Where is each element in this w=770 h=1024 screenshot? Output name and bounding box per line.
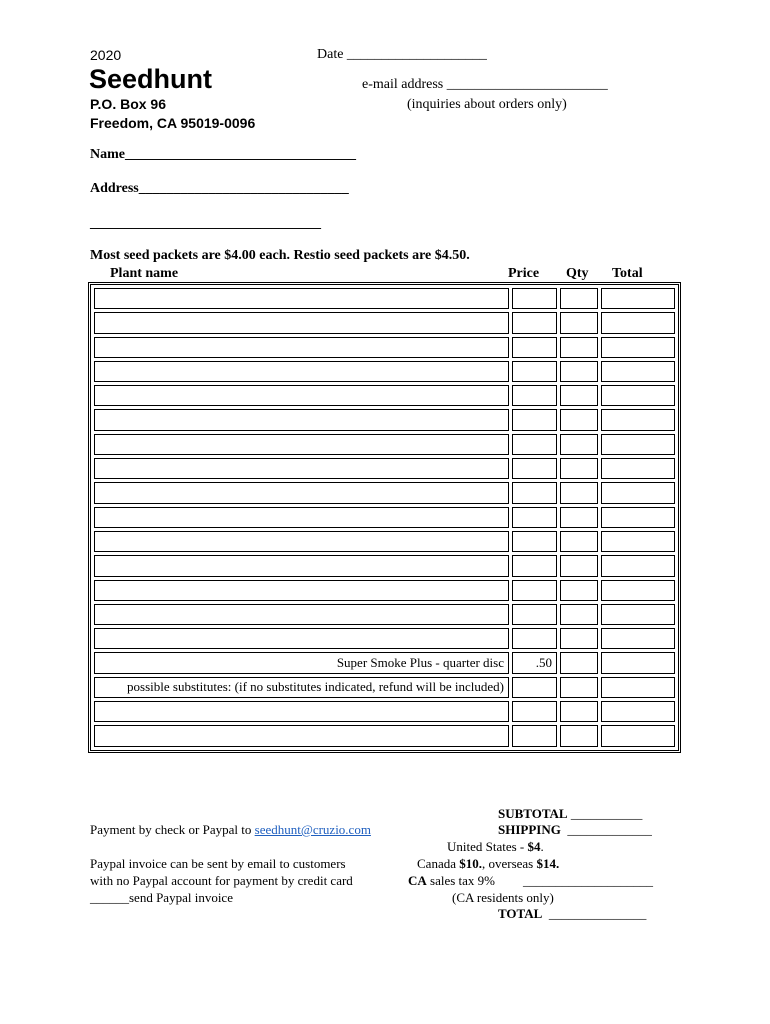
total-cell[interactable] <box>601 677 675 698</box>
price-cell[interactable] <box>512 288 557 309</box>
total-cell[interactable] <box>601 337 675 358</box>
qty-cell[interactable] <box>560 434 598 455</box>
total-cell[interactable] <box>601 409 675 430</box>
qty-cell[interactable] <box>560 458 598 479</box>
qty-cell[interactable] <box>560 385 598 406</box>
email-link[interactable]: seedhunt@cruzio.com <box>254 822 371 837</box>
price-cell[interactable] <box>512 337 557 358</box>
total-cell[interactable] <box>601 361 675 382</box>
price-cell[interactable] <box>512 604 557 625</box>
total-cell[interactable] <box>601 725 675 746</box>
plant-name-cell[interactable] <box>94 337 509 358</box>
order-row <box>94 652 675 673</box>
price-cell[interactable] <box>512 312 557 333</box>
price-cell[interactable] <box>512 725 557 746</box>
price-cell[interactable] <box>512 385 557 406</box>
plant-name-cell[interactable] <box>94 458 509 479</box>
intl-shipping <box>417 856 559 872</box>
shipping-label: SHIPPING <box>498 822 561 837</box>
qty-cell[interactable] <box>560 628 598 649</box>
order-row <box>94 361 675 382</box>
shipping-field[interactable]: _____________ <box>567 822 652 837</box>
plant-name-cell[interactable] <box>94 628 509 649</box>
order-row <box>94 580 675 601</box>
price-cell[interactable] <box>512 361 557 382</box>
total-cell[interactable] <box>601 531 675 552</box>
qty-cell[interactable] <box>560 288 598 309</box>
ca-tax-label: sales tax 9% <box>426 873 496 888</box>
plant-name-cell[interactable] <box>94 361 509 382</box>
total-cell[interactable] <box>601 385 675 406</box>
order-row <box>94 482 675 503</box>
order-row <box>94 507 675 528</box>
qty-cell[interactable] <box>560 580 598 601</box>
total-cell[interactable] <box>601 701 675 722</box>
name-field[interactable]: Name_________________________________ <box>90 147 356 162</box>
city-line: Freedom, CA 95019-0096 <box>90 115 256 131</box>
order-row <box>94 409 675 430</box>
shipping-row <box>498 822 652 838</box>
email-note: (inquiries about orders only) <box>407 97 567 112</box>
plant-name-cell[interactable] <box>94 580 509 601</box>
ca-tax-field[interactable]: ____________________ <box>523 873 653 888</box>
year: 2020 <box>90 47 122 63</box>
total-cell[interactable] <box>601 458 675 479</box>
price-cell[interactable]: .50 <box>512 652 557 673</box>
price-cell[interactable] <box>512 580 557 601</box>
order-row <box>94 312 675 333</box>
plant-name-cell[interactable] <box>94 555 509 576</box>
plant-name-cell[interactable] <box>94 604 509 625</box>
qty-cell[interactable] <box>560 604 598 625</box>
us-shipping-end: . <box>540 839 544 854</box>
order-row <box>94 531 675 552</box>
plant-name-cell[interactable] <box>94 385 509 406</box>
qty-cell[interactable] <box>560 652 598 673</box>
plant-name-cell[interactable] <box>94 701 509 722</box>
total-cell[interactable] <box>601 434 675 455</box>
order-row <box>94 701 675 722</box>
ca-label: CA <box>408 873 427 888</box>
us-shipping <box>447 839 544 855</box>
column-header-plant: Plant name <box>110 266 179 281</box>
price-cell[interactable] <box>512 628 557 649</box>
price-cell[interactable] <box>512 507 557 528</box>
order-row <box>94 385 675 406</box>
plant-name-cell[interactable] <box>94 288 509 309</box>
us-shipping-amount: $4 <box>527 839 541 854</box>
price-cell[interactable] <box>512 701 557 722</box>
plant-name-cell[interactable]: Super Smoke Plus - quarter disc <box>94 652 509 673</box>
order-row <box>94 604 675 625</box>
address-field-line2[interactable]: _________________________________ <box>90 216 321 231</box>
total-cell[interactable] <box>601 580 675 601</box>
price-cell[interactable] <box>512 677 557 698</box>
order-row <box>94 337 675 358</box>
qty-cell[interactable] <box>560 701 598 722</box>
total-field[interactable]: _______________ <box>548 906 647 921</box>
send-invoice-checkbox[interactable]: ______send Paypal invoice <box>90 890 233 905</box>
invoice-line-2: with no Paypal account for payment by credit card <box>90 873 353 888</box>
order-row <box>94 434 675 455</box>
qty-cell[interactable] <box>560 482 598 503</box>
price-cell[interactable] <box>512 458 557 479</box>
price-cell[interactable] <box>512 531 557 552</box>
invoice-line-1: Paypal invoice can be sent by email to customers <box>90 856 346 871</box>
plant-name-cell[interactable] <box>94 482 509 503</box>
payment-text: Payment by check or Paypal to <box>90 822 255 837</box>
qty-cell[interactable] <box>560 361 598 382</box>
canada-amount: $10. <box>459 856 482 871</box>
price-cell[interactable] <box>512 482 557 503</box>
total-row <box>498 906 646 922</box>
total-cell[interactable] <box>601 507 675 528</box>
order-row <box>94 677 675 698</box>
total-cell[interactable] <box>601 482 675 503</box>
total-cell[interactable] <box>601 652 675 673</box>
payment-line <box>90 822 371 838</box>
total-cell[interactable] <box>601 555 675 576</box>
column-header-qty: Qty <box>566 266 589 281</box>
qty-cell[interactable] <box>560 725 598 746</box>
order-row <box>94 458 675 479</box>
order-row <box>94 725 675 746</box>
qty-cell[interactable] <box>560 507 598 528</box>
column-header-total: Total <box>612 266 643 281</box>
order-table-body <box>94 288 675 747</box>
order-row <box>94 555 675 576</box>
qty-cell[interactable] <box>560 677 598 698</box>
plant-name-cell[interactable] <box>94 409 509 430</box>
column-header-price: Price <box>508 266 540 281</box>
total-cell[interactable] <box>601 604 675 625</box>
email-field[interactable]: e-mail address _______________________ <box>362 77 608 92</box>
po-box: P.O. Box 96 <box>90 96 167 112</box>
company-name: Seedhunt <box>89 64 213 94</box>
plant-name-cell[interactable] <box>94 507 509 528</box>
ca-residents-note: (CA residents only) <box>452 890 554 905</box>
date-field[interactable]: Date ____________________ <box>317 47 487 62</box>
plant-name-cell[interactable]: possible substitutes: (if no substitutes indicated, refund will be included) <box>94 677 509 698</box>
overseas-label: , overseas <box>481 856 537 871</box>
qty-cell[interactable] <box>560 531 598 552</box>
us-shipping-label: United States - <box>447 839 528 854</box>
subtotal-row <box>498 806 642 822</box>
qty-cell[interactable] <box>560 312 598 333</box>
total-cell[interactable] <box>601 628 675 649</box>
order-row <box>94 628 675 649</box>
subtotal-field[interactable]: ___________ <box>570 806 643 821</box>
total-label: TOTAL <box>498 906 543 921</box>
address-field[interactable]: Address______________________________ <box>90 181 349 196</box>
canada-label: Canada <box>417 856 460 871</box>
ca-tax-row <box>408 873 495 889</box>
subtotal-label: SUBTOTAL <box>498 806 568 821</box>
plant-name-cell[interactable] <box>94 312 509 333</box>
order-row <box>94 288 675 309</box>
plant-name-cell[interactable] <box>94 434 509 455</box>
order-table <box>88 282 681 753</box>
price-cell[interactable] <box>512 555 557 576</box>
qty-cell[interactable] <box>560 337 598 358</box>
plant-name-cell[interactable] <box>94 725 509 746</box>
price-note: Most seed packets are $4.00 each. Restio seed packets are $4.50. <box>90 248 470 263</box>
plant-name-cell[interactable] <box>94 531 509 552</box>
price-cell[interactable] <box>512 434 557 455</box>
qty-cell[interactable] <box>560 555 598 576</box>
overseas-amount: $14. <box>536 856 560 871</box>
price-cell[interactable] <box>512 409 557 430</box>
qty-cell[interactable] <box>560 409 598 430</box>
total-cell[interactable] <box>601 312 675 333</box>
total-cell[interactable] <box>601 288 675 309</box>
